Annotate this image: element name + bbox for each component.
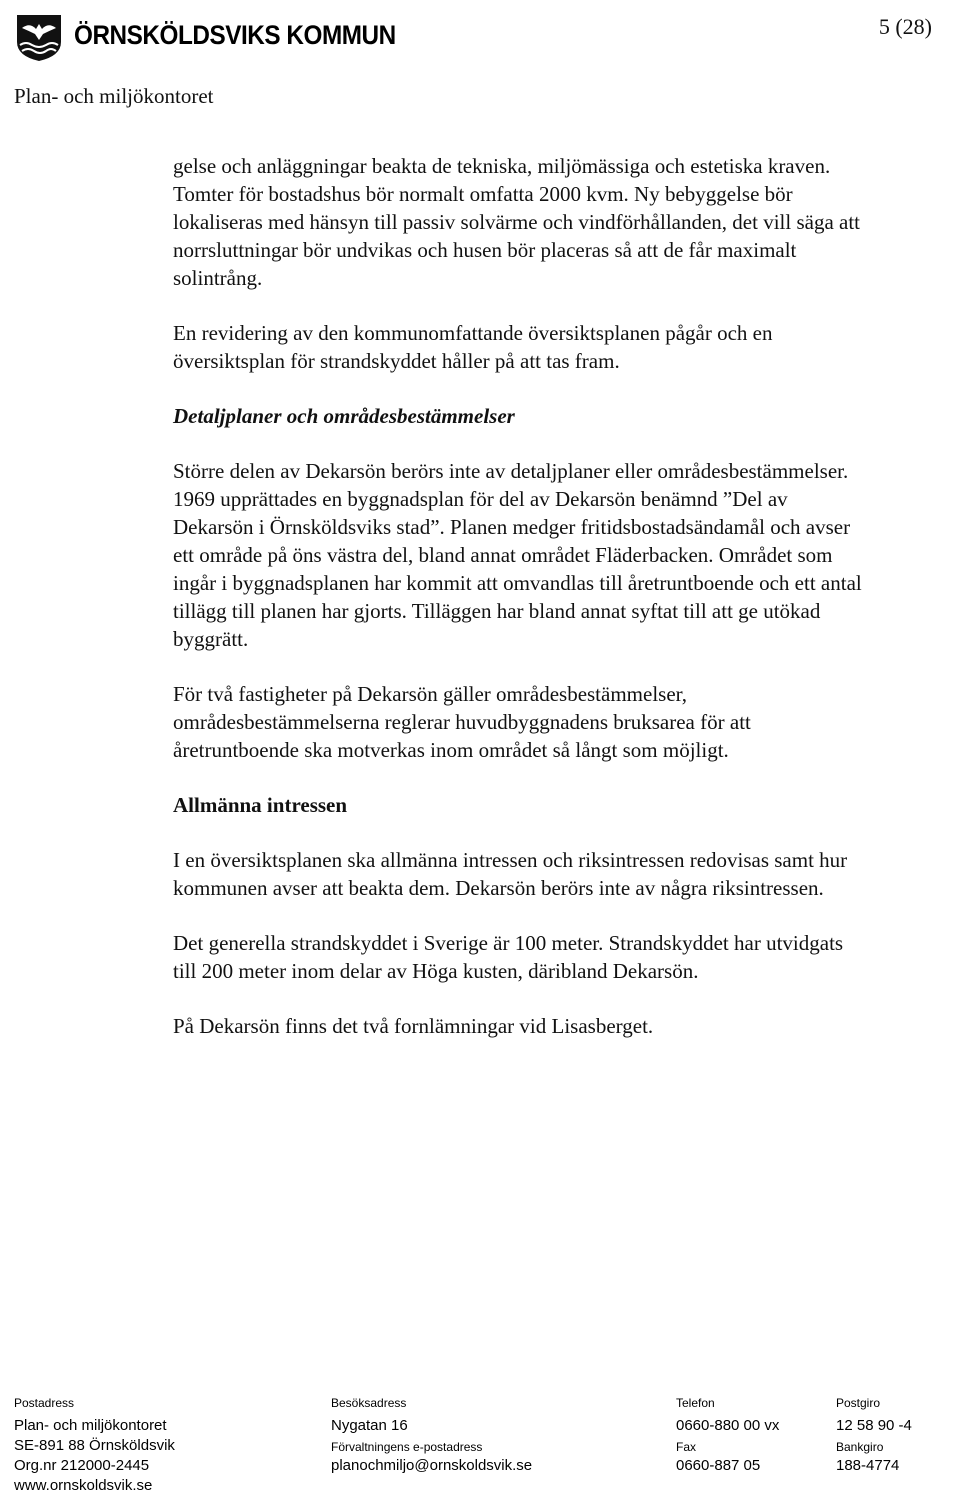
paragraph: Större delen av Dekarsön berörs inte av detaljplaner eller områdesbestämmelser. 1969 upprättades en byggnadsplan för del av Dekarsön benämnd ”Del av Dekarsön i Örnsköldsviks stad”. Planen medger fritidsbostadsändamål och avser ett område på öns västra del, bland annat området Fläderbacken. Området som ingår i byggnadsplanen har kommit att omvandlas till åretruntboende och ett antal tillägg till planen har gjorts. Tilläggen har bland annat syftat till att ge utökad byggrätt. xyxy=(173,459,862,651)
fax-label: Fax xyxy=(676,1440,697,1454)
telefon-value: 0660-880 00 vx xyxy=(676,1417,780,1434)
orgnr-value: Org.nr 212000-2445 xyxy=(14,1457,150,1474)
paragraph: gelse och anläggningar beakta de tekniska, miljömässiga och estetiska kraven. Tomter för bostadshus bör normalt omfatta 2000 kvm. Ny bebyggelse bör lokaliseras med hänsyn till passiv solvärme och vindförhållanden, det vill säga att norrsluttningar bör undvikas och husen bör placeras så att de får maximalt solintrång. xyxy=(173,154,861,290)
bankgiro-label: Bankgiro xyxy=(836,1440,884,1454)
paragraph: På Dekarsön finns det två fornlämningar vid Lisasberget. xyxy=(173,1014,654,1038)
bankgiro-value: 188-4774 xyxy=(836,1457,900,1474)
page-footer xyxy=(14,1393,954,1497)
telefon-label: Telefon xyxy=(676,1396,715,1410)
municipality-name: ÖRNSKÖLDSVIKS KOMMUN xyxy=(74,20,396,50)
footer-label-row xyxy=(14,1393,954,1417)
footer-value-row xyxy=(14,1417,954,1437)
paragraph: I en översiktsplanen ska allmänna intressen och riksintressen redovisas samt hur kommunen avser att beakta dem. Dekarsön berörs inte av några riksintressen. xyxy=(173,848,848,900)
municipal-coat-of-arms-icon xyxy=(14,12,64,62)
section-heading: Allmänna intressen xyxy=(173,793,348,817)
epost-label: Förvaltningens e-postadress xyxy=(331,1440,483,1454)
postadress-line2: SE-891 88 Örnsköldsvik xyxy=(14,1437,175,1454)
website-link[interactable]: www.ornskoldsvik.se xyxy=(14,1477,153,1494)
epost-link[interactable]: planochmiljo@ornskoldsvik.se xyxy=(331,1457,533,1474)
section-heading: Detaljplaner och områdesbestämmelser xyxy=(173,404,515,428)
paragraph: En revidering av den kommunomfattande översiktsplanen pågår och en översiktsplan för strandskyddet håller på att tas fram. xyxy=(173,321,773,373)
footer-website-row xyxy=(14,1477,954,1497)
footer-sub-row xyxy=(14,1437,954,1457)
besoksadress-label: Besöksadress xyxy=(331,1396,407,1410)
paragraph: För två fastigheter på Dekarsön gäller områdesbestämmelser, områdesbestämmelserna reglerar huvudbyggnadens bruksarea för att åretruntboende ska motverkas inom området så långt som möjligt. xyxy=(173,682,751,762)
postadress-label: Postadress xyxy=(14,1396,75,1410)
fax-value: 0660-887 05 xyxy=(676,1457,761,1474)
besoksadress-value: Nygatan 16 xyxy=(331,1417,408,1434)
postadress-line1: Plan- och miljökontoret xyxy=(14,1417,167,1434)
paragraph: Det generella strandskyddet i Sverige är 100 meter. Strandskyddet har utvidgats till 200 meter inom delar av Höga kusten, däribland Dekarsön. xyxy=(173,931,844,983)
page-number: 5 (28) xyxy=(878,14,932,39)
postgiro-value: 12 58 90 -4 xyxy=(836,1417,912,1434)
footer-value-row-2 xyxy=(14,1457,954,1477)
document-body xyxy=(173,152,863,1067)
postgiro-label: Postgiro xyxy=(836,1396,881,1410)
department-name: Plan- och miljökontoret xyxy=(14,84,214,108)
